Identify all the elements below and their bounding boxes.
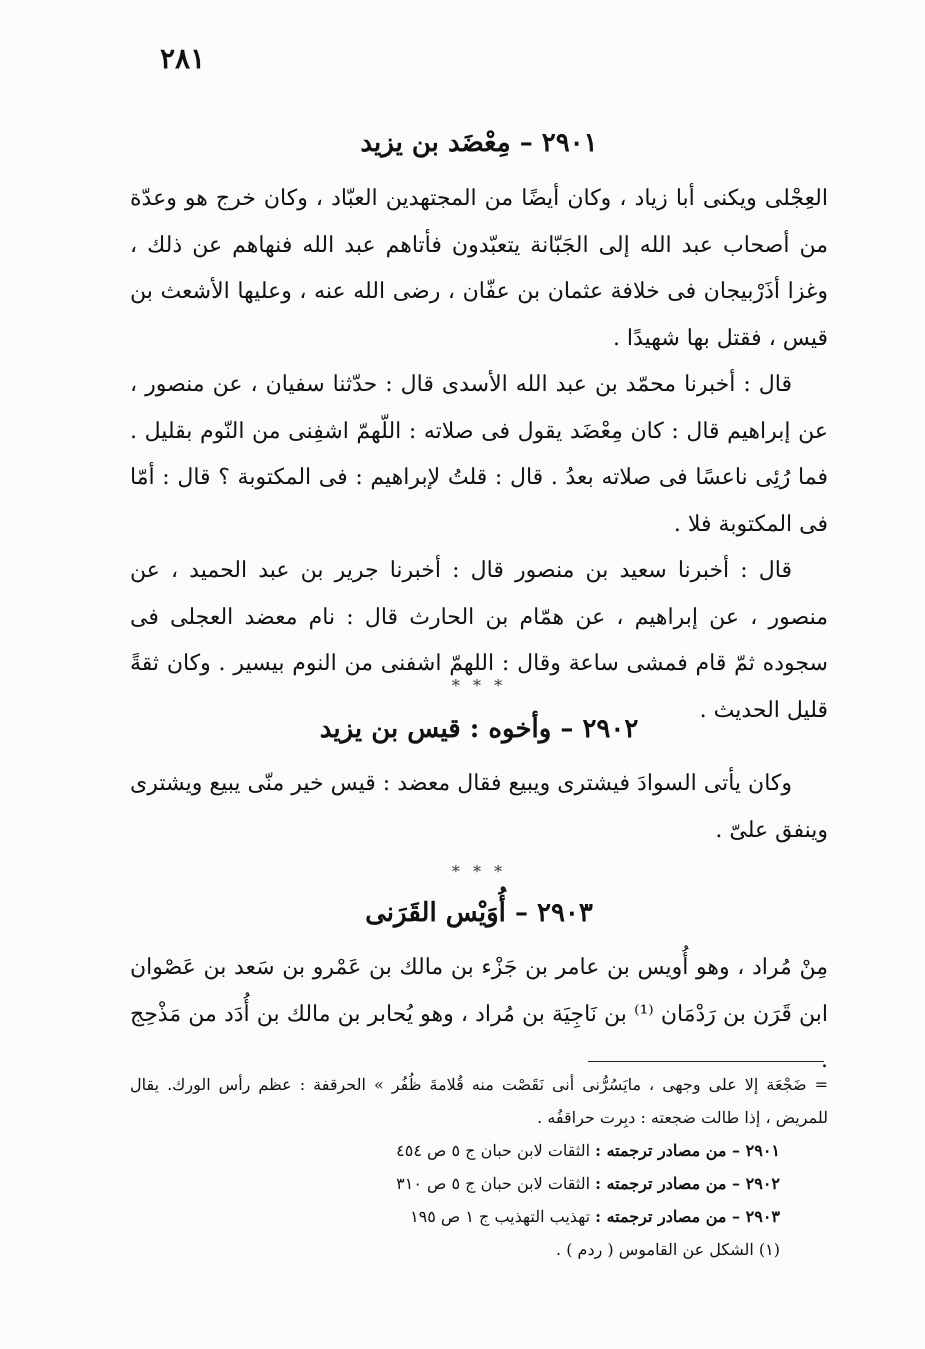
section-separator: * * *	[451, 676, 507, 695]
source-label: ٢٩٠١ – من مصادر ترجمته :	[595, 1141, 780, 1160]
page-number: ٢٨١	[160, 42, 206, 75]
entry-heading-2902: ٢٩٠٢ – وأخوه : قيس بن يزيد	[319, 714, 639, 744]
footnote-source-2902	[130, 1167, 828, 1200]
entry-heading-2901: ٢٩٠١ – مِعْضَد بن يزيد	[360, 128, 598, 158]
paragraph: وكان يأتى السوادَ فيشترى ويبيع فقال معضد : قيس خير منّى يبيع ويشترى وينفق علىّ .	[130, 771, 828, 843]
source-text: تهذيب التهذيب ج ١ ص ١٩٥	[410, 1207, 591, 1226]
footnote-divider	[588, 1061, 824, 1062]
footnote-source-2903	[130, 1200, 828, 1233]
source-text: الثقات لابن حبان ج ٥ ص ٤٥٤	[396, 1141, 591, 1160]
paragraph: قال : أخبرنا سعيد بن منصور قال : أخبرنا جرير بن عبد الحميد ، عن منصور ، عن إبراهيم ، عن همّام بن الحارث قال : نام معضد العجلى فى سجوده ثمّ قام فمشى ساعة وقال : اللهمّ اشفنى من النوم بيسير . وكان ثقةً قليل الحديث .	[130, 558, 828, 723]
entry-body-2901	[130, 176, 828, 734]
footnote-source-2901	[130, 1134, 828, 1167]
entry-body-2903	[130, 945, 828, 1085]
entry-body-2902	[130, 761, 828, 854]
section-separator: * * *	[451, 862, 507, 881]
paragraph: قال : أخبرنا محمّد بن عبد الله الأسدى قال : حدّثنا سفيان ، عن منصور ، عن إبراهيم قال : كان مِعْضَد يقول فى صلاته : اللّهمّ اشفِنى من النّوم بقليل . فما رُئِى ناعسًا فى صلاته بعدُ . قال : قلتُ لإبراهيم : فى المكتوبة ؟ قال : أمّا فى المكتوبة فلا .	[130, 372, 828, 537]
footnotes	[130, 1068, 828, 1266]
paragraph: مِنْ مُراد ، وهو أُويس بن عامر بن جَزْء بن مالك بن عَمْرو بن سَعد بن عَصْوان ابن قَرَن بن رَدْمَان ⁽¹⁾ بن نَاجِيَة بن مُراد ، وهو يُحابر بن مالك بن أُدَد من مَذْحِج .	[130, 955, 828, 1073]
source-label: ٢٩٠٢ – من مصادر ترجمته :	[595, 1174, 780, 1193]
source-text: الثقات لابن حبان ج ٥ ص ٣١٠	[396, 1174, 591, 1193]
footnote-continuation: = ضَجْعَة إلا على وجهى ، مايَسُرُّنى أنى نَقَصْت منه قُلامةَ ظُفُر » الحرقفة : عظم رأس الورك. يقال للمريض ، إذا طالت ضجعته : دبِرت حراقفُه .	[130, 1075, 828, 1127]
paragraph: العِجْلى ويكنى أبا زياد ، وكان أيضًا من المجتهدين العبّاد ، وكان خرج هو وعدّة من أصحاب عبد الله إلى الجَبّانة يتعبّدون فأتاهم عبد الله فنهاهم عن ذلك ، وغزا أذَرْبيجان فى خلافة عثمان بن عفّان ، رضى الله عنه ، وعليها الأشعث بن قيس ، فقتل بها شهيدًا .	[130, 186, 828, 351]
footnote-note-1: (١) الشكل عن القاموس ( ردم ) .	[556, 1240, 780, 1259]
entry-heading-2903: ٢٩٠٣ – أُوَيْس القَرَنى	[365, 898, 593, 928]
source-label: ٢٩٠٣ – من مصادر ترجمته :	[595, 1207, 780, 1226]
